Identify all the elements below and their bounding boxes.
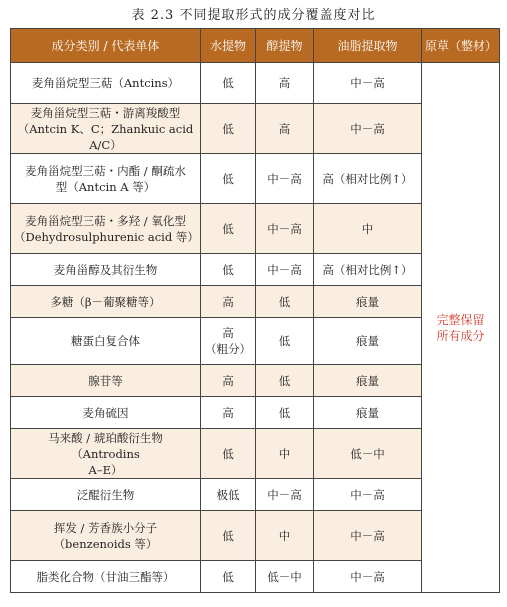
- cell-oil: [314, 104, 422, 154]
- cell-component-text: 泛醌衍生物: [76, 487, 135, 502]
- cell-water-text: 高: [222, 326, 234, 340]
- cell-component: [11, 365, 201, 397]
- cell-oil: [314, 397, 422, 429]
- cell-component-text: （Dehydrosulphurenic acid 等）: [14, 229, 199, 244]
- cell-alcohol: [256, 561, 314, 593]
- cell-oil-text: 痕量: [356, 294, 379, 309]
- cell-component: [11, 561, 201, 593]
- cell-water-text: 低: [222, 171, 234, 186]
- cell-water: [201, 286, 256, 318]
- cell-alcohol-text: 中－高: [267, 221, 302, 236]
- table-body: [11, 63, 500, 593]
- cell-oil: [314, 254, 422, 286]
- cell-oil-text: 痕量: [356, 405, 379, 420]
- cell-alcohol: [256, 154, 314, 204]
- cell-oil: [314, 429, 422, 479]
- cell-water: [201, 397, 256, 429]
- cell-component: [11, 286, 201, 318]
- cell-water-text: 低: [222, 446, 234, 461]
- cell-oil-text: 高（相对比例↑）: [322, 262, 413, 277]
- cell-component: [11, 511, 201, 561]
- cell-alcohol: [256, 63, 314, 104]
- cell-whole-herb-note: [422, 63, 500, 593]
- cell-water: [201, 479, 256, 511]
- cell-oil: [314, 561, 422, 593]
- table-row: [11, 63, 500, 104]
- cell-alcohol-text: 低: [278, 405, 291, 420]
- cell-component-text: 多糖（β－葡聚糖等）: [50, 294, 161, 309]
- cell-component-text: A–E）: [88, 462, 123, 477]
- cell-alcohol-text: 低: [278, 334, 291, 348]
- cell-alcohol: [256, 365, 314, 397]
- cell-water-text: 低: [222, 76, 234, 90]
- cell-component-text: 马来酸 / 琥珀酸衍生物（Antrodins: [48, 430, 163, 461]
- cell-alcohol-text: 低－中: [267, 569, 302, 584]
- cell-water-text: （粗分）: [205, 342, 251, 356]
- cell-component-text: （Antcin K、C；Zhankuic acid A/C）: [17, 121, 194, 152]
- cell-water: [201, 204, 256, 254]
- cell-component: [11, 254, 201, 286]
- cell-component: [11, 429, 201, 479]
- cell-component-text: 麦角硫因: [82, 405, 129, 420]
- cell-alcohol: [256, 254, 314, 286]
- cell-alcohol: [256, 104, 314, 154]
- cell-oil-text: 低－中: [350, 446, 385, 461]
- cell-oil: [314, 63, 422, 104]
- cell-water: [201, 511, 256, 561]
- cell-component: [11, 63, 201, 104]
- cell-alcohol: [256, 286, 314, 318]
- cell-water-text: 低: [222, 121, 234, 136]
- cell-water-text: 高: [222, 373, 234, 388]
- cell-water-text: 低: [222, 221, 234, 236]
- cell-water: [201, 318, 256, 365]
- table-caption: 表 2.3 不同提取形式的成分覆盖度对比: [131, 8, 376, 23]
- cell-component-text: 腺苷等: [88, 373, 123, 388]
- cell-component: [11, 318, 201, 365]
- whole-herb-note-text: 所有成分: [436, 328, 485, 343]
- cell-component: [11, 104, 201, 154]
- cell-water: [201, 561, 256, 593]
- cell-alcohol: [256, 511, 314, 561]
- cell-oil-text: 中－高: [350, 76, 385, 90]
- cell-oil-text: 中－高: [350, 121, 385, 136]
- cell-alcohol-text: 高: [278, 121, 291, 136]
- cell-alcohol-text: 中－高: [267, 171, 302, 186]
- cell-oil-text: 痕量: [356, 334, 379, 348]
- cell-alcohol: [256, 318, 314, 365]
- cell-alcohol-text: 高: [278, 76, 291, 90]
- cell-alcohol-text: 中: [278, 528, 291, 543]
- cell-component-text: 麦角甾醇及其衍生物: [53, 262, 158, 277]
- cell-oil-text: 中－高: [350, 487, 385, 502]
- cell-oil-text: 中: [361, 221, 374, 236]
- cell-water-text: 高: [222, 294, 234, 309]
- cell-water-text: 低: [222, 528, 234, 543]
- cell-alcohol: [256, 397, 314, 429]
- cell-component-text: 挥发 / 芳香族小分子: [53, 520, 158, 535]
- cell-component-text: 麦角甾烷型三萜（Antcins）: [31, 76, 180, 90]
- cell-water: [201, 429, 256, 479]
- cell-water: [201, 365, 256, 397]
- whole-herb-note-text: 完整保留: [436, 312, 485, 327]
- cell-oil: [314, 511, 422, 561]
- cell-component-text: （benzenoids 等）: [53, 536, 158, 551]
- cell-water-text: 低: [222, 569, 234, 584]
- cell-component-text: 型（Antcin A 等）: [55, 179, 156, 194]
- cell-oil-text: 中－高: [350, 569, 385, 584]
- cell-alcohol-text: 低: [278, 294, 291, 309]
- cell-oil: [314, 204, 422, 254]
- table-header-row: [11, 29, 500, 63]
- header-component: 成分类别 / 代表单体: [11, 29, 201, 63]
- cell-alcohol-text: 中－高: [267, 487, 302, 502]
- cell-oil: [314, 318, 422, 365]
- cell-water: [201, 154, 256, 204]
- cell-component-text: 脂类化合物（甘油三酯等）: [36, 569, 175, 584]
- cell-alcohol-text: 中－高: [267, 262, 302, 277]
- cell-oil: [314, 479, 422, 511]
- cell-alcohol: [256, 204, 314, 254]
- cell-component-text: 麦角甾烷型三萜・多羟 / 氧化型: [25, 213, 186, 228]
- cell-water: [201, 63, 256, 104]
- cell-component: [11, 479, 201, 511]
- cell-component: [11, 204, 201, 254]
- header-whole-herb: 原草（整材）: [422, 29, 500, 63]
- header-alcohol-extract: 醇提物: [256, 29, 314, 63]
- cell-oil: [314, 154, 422, 204]
- cell-water: [201, 254, 256, 286]
- cell-alcohol-text: 中: [278, 446, 291, 461]
- cell-component: [11, 397, 201, 429]
- cell-oil-text: 高（相对比例↑）: [322, 171, 413, 186]
- header-water-extract: 水提物: [201, 29, 256, 63]
- cell-water-text: 极低: [216, 487, 240, 502]
- header-oil-extract: 油脂提取物: [314, 29, 422, 63]
- cell-component: [11, 154, 201, 204]
- cell-component-text: 麦角甾烷型三萜・内酯 / 酮疏水: [25, 163, 186, 178]
- cell-alcohol: [256, 429, 314, 479]
- cell-oil-text: 中－高: [350, 528, 385, 543]
- cell-water-text: 低: [222, 262, 234, 277]
- component-coverage-table: [10, 28, 500, 593]
- cell-oil: [314, 286, 422, 318]
- cell-oil-text: 痕量: [356, 373, 379, 388]
- cell-alcohol-text: 低: [278, 373, 291, 388]
- cell-water-text: 高: [222, 405, 234, 420]
- cell-component-text: 糖蛋白复合体: [71, 334, 140, 348]
- cell-oil: [314, 365, 422, 397]
- cell-component-text: 麦角甾烷型三萜・游离羧酸型: [30, 105, 181, 120]
- cell-alcohol: [256, 479, 314, 511]
- cell-water: [201, 104, 256, 154]
